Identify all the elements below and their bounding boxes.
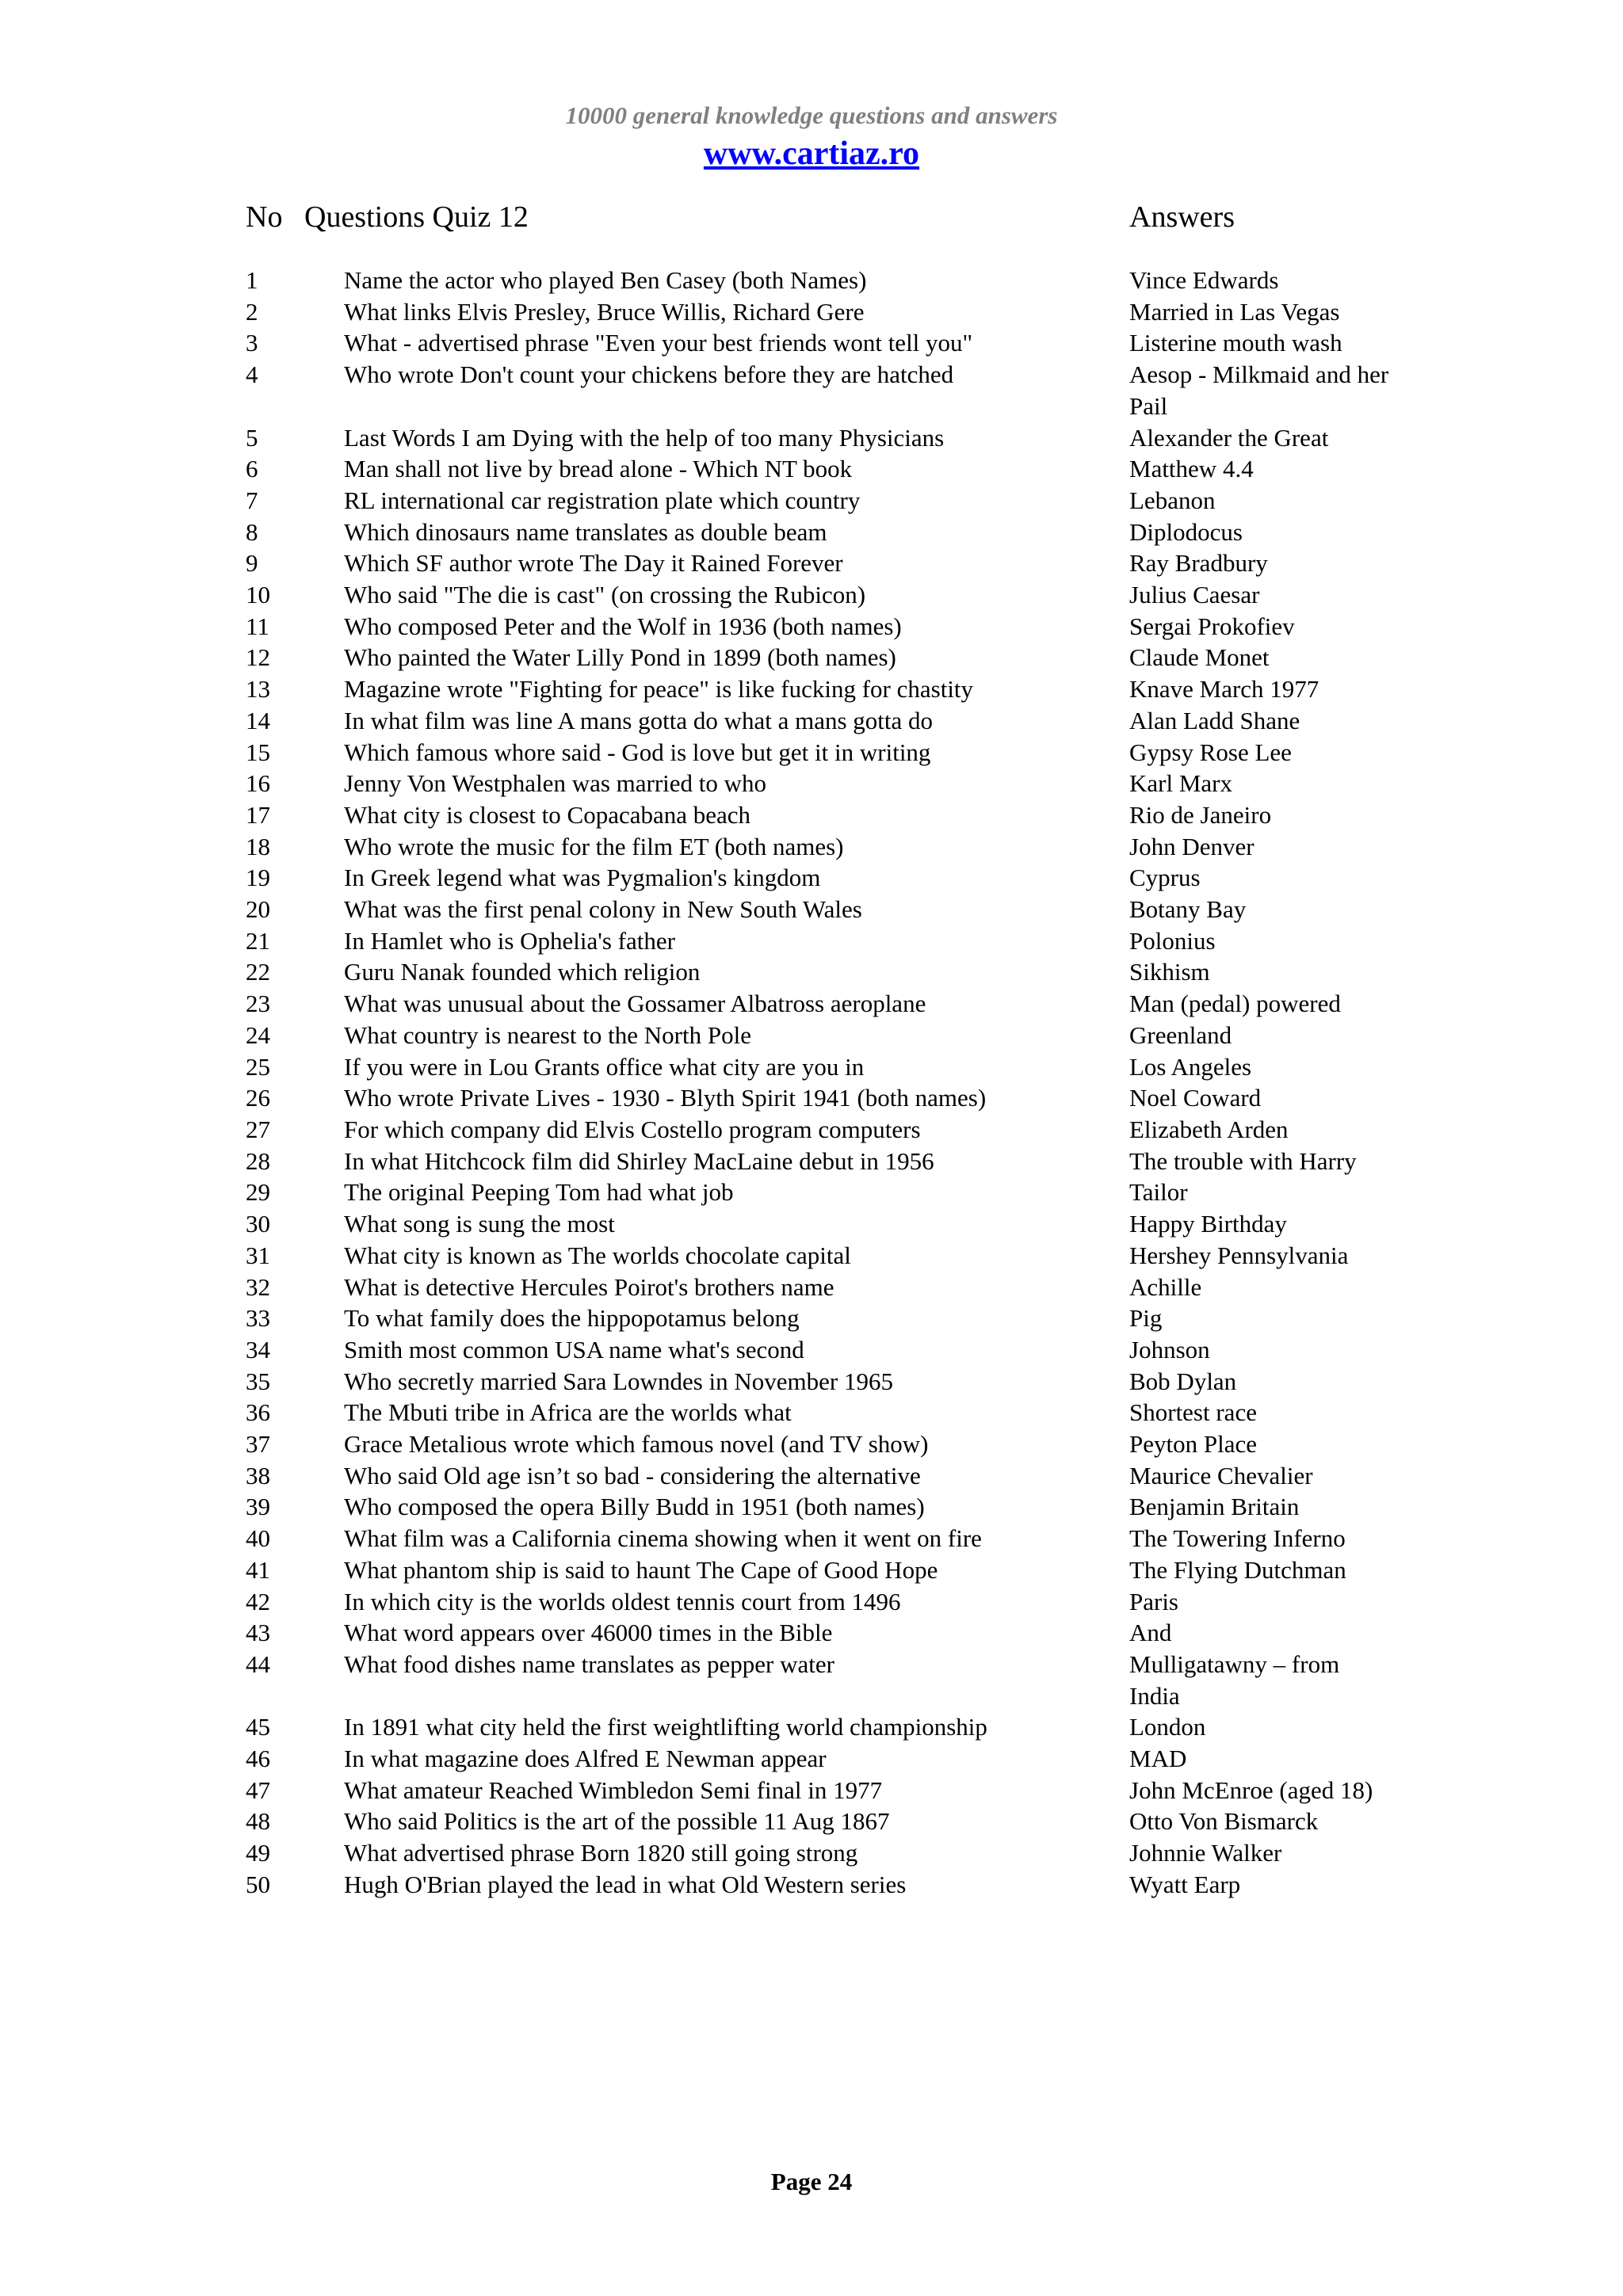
question-number: 2: [246, 297, 258, 326]
answer-text: Bob Dylan: [1129, 1367, 1237, 1395]
question-text: Last Words I am Dying with the help of too many Physicians: [344, 423, 945, 452]
quiz-row: [0, 1177, 1623, 1208]
quiz-row: [0, 1586, 1623, 1618]
question-text: Which famous whore said - God is love but get it in writing: [344, 738, 931, 766]
question-text: Name the actor who played Ben Casey (both Names): [344, 266, 867, 294]
question-number: 37: [246, 1430, 270, 1459]
quiz-row: [0, 925, 1623, 957]
quiz-row: [0, 1114, 1623, 1146]
question-text: Who said Politics is the art of the possible 11 Aug 1867: [344, 1807, 890, 1836]
question-number: 16: [246, 769, 270, 798]
quiz-row: [0, 768, 1623, 799]
answer-text: Mulligatawny – from India: [1129, 1650, 1340, 1710]
quiz-row: [0, 1554, 1623, 1586]
quiz-row: [0, 1617, 1623, 1649]
question-text: What is detective Hercules Poirot's brothers name: [344, 1272, 834, 1301]
question-number: 42: [246, 1587, 270, 1615]
quiz-row: [0, 988, 1623, 1020]
quiz-row: [0, 1711, 1623, 1743]
question-text: RL international car registration plate which country: [344, 486, 861, 514]
question-text: In which city is the worlds oldest tennis court from 1496: [344, 1587, 901, 1615]
quiz-row: [0, 1302, 1623, 1334]
answer-text: Diplodocus: [1129, 517, 1243, 546]
question-text: Magazine wrote "Fighting for peace" is like fucking for chastity: [344, 675, 974, 704]
answer-text: And: [1129, 1619, 1172, 1647]
question-number: 19: [246, 864, 270, 892]
question-text: Man shall not live by bread alone - Which NT book: [344, 455, 853, 483]
question-number: 21: [246, 926, 270, 955]
answer-text: Sikhism: [1129, 958, 1210, 986]
answer-text: The trouble with Harry: [1129, 1146, 1357, 1175]
question-text: What song is sung the most: [344, 1210, 615, 1238]
answer-text: Gypsy Rose Lee: [1129, 738, 1292, 766]
question-number: 44: [246, 1650, 270, 1678]
question-text: The original Peeping Tom had what job: [344, 1178, 734, 1207]
website-link[interactable]: www.cartiaz.ro: [703, 135, 920, 172]
question-number: 35: [246, 1367, 270, 1395]
quiz-row: [0, 1334, 1623, 1366]
question-number: 50: [246, 1870, 270, 1898]
quiz-row: [0, 642, 1623, 673]
question-number: 17: [246, 800, 270, 829]
answer-text: Noel Coward: [1129, 1084, 1262, 1112]
answer-text: The Flying Dutchman: [1129, 1555, 1346, 1584]
quiz-row: [0, 737, 1623, 769]
quiz-row: [0, 296, 1623, 328]
answer-text: Wyatt Earp: [1129, 1870, 1241, 1898]
question-number: 49: [246, 1839, 270, 1867]
quiz-row: [0, 1649, 1623, 1711]
quiz-row: [0, 579, 1623, 611]
quiz-row: [0, 265, 1623, 296]
question-text: What links Elvis Presley, Bruce Willis, Richard Gere: [344, 297, 865, 326]
question-number: 6: [246, 455, 258, 483]
question-number: 23: [246, 990, 270, 1018]
question-text: Who wrote Private Lives - 1930 - Blyth Spirit 1941 (both names): [344, 1084, 987, 1112]
question-text: In Hamlet who is Ophelia's father: [344, 926, 675, 955]
answer-text: Tailor: [1129, 1178, 1188, 1207]
quiz-row: [0, 359, 1623, 421]
question-text: What city is known as The worlds chocolate capital: [344, 1241, 851, 1269]
question-text: To what family does the hippopotamus belong: [344, 1304, 800, 1333]
quiz-row: [0, 1523, 1623, 1554]
question-text: What city is closest to Copacabana beach: [344, 800, 751, 829]
answer-text: Johnnie Walker: [1129, 1839, 1282, 1867]
answer-text: Claude Monet: [1129, 643, 1270, 672]
question-text: What was the first penal colony in New South Wales: [344, 895, 862, 924]
answer-text: Karl Marx: [1129, 769, 1232, 798]
quiz-row: [0, 1869, 1623, 1901]
question-number: 12: [246, 643, 270, 672]
question-number: 33: [246, 1304, 270, 1333]
answer-text: London: [1129, 1713, 1206, 1741]
column-headers: [0, 193, 1623, 241]
quiz-row: [0, 956, 1623, 988]
question-number: 31: [246, 1241, 270, 1269]
question-number: 32: [246, 1272, 270, 1301]
column-header-no: No: [246, 200, 283, 234]
question-number: 29: [246, 1178, 270, 1207]
question-number: 1: [246, 266, 258, 294]
answer-text: Los Angeles: [1129, 1052, 1252, 1081]
answer-text: Shortest race: [1129, 1398, 1257, 1427]
quiz-row: [0, 453, 1623, 485]
question-number: 11: [246, 612, 269, 640]
question-number: 30: [246, 1210, 270, 1238]
quiz-row: [0, 1082, 1623, 1114]
question-text: What amateur Reached Wimbledon Semi final in 1977: [344, 1775, 883, 1804]
question-text: The Mbuti tribe in Africa are the worlds what: [344, 1398, 792, 1427]
question-text: For which company did Elvis Costello program computers: [344, 1115, 921, 1143]
quiz-row: [0, 611, 1623, 643]
question-text: In what Hitchcock film did Shirley MacLaine debut in 1956: [344, 1146, 934, 1175]
question-text: What - advertised phrase "Even your best friends wont tell you": [344, 329, 973, 357]
question-text: Who composed Peter and the Wolf in 1936 (both names): [344, 612, 902, 640]
quiz-row: [0, 1428, 1623, 1460]
question-number: 5: [246, 423, 258, 452]
answer-text: Peyton Place: [1129, 1430, 1257, 1459]
answer-text: Julius Caesar: [1129, 581, 1260, 609]
answer-text: Botany Bay: [1129, 895, 1247, 924]
answer-text: Ray Bradbury: [1129, 549, 1268, 578]
question-number: 34: [246, 1335, 270, 1363]
question-text: Who said Old age isn’t so bad - considering the alternative: [344, 1461, 921, 1489]
answer-text: Listerine mouth wash: [1129, 329, 1342, 357]
page-number: Page 24: [770, 2168, 853, 2195]
question-text: Hugh O'Brian played the lead in what Old Western series: [344, 1870, 907, 1898]
quiz-row: [0, 1491, 1623, 1523]
answer-text: Cyprus: [1129, 864, 1201, 892]
answer-text: The Towering Inferno: [1129, 1524, 1346, 1553]
answer-text: John Denver: [1129, 832, 1254, 860]
question-number: 25: [246, 1052, 270, 1081]
answer-text: Benjamin Britain: [1129, 1493, 1300, 1521]
quiz-row: [0, 1272, 1623, 1303]
answer-text: Greenland: [1129, 1020, 1232, 1049]
answer-text: Alexander the Great: [1129, 423, 1329, 452]
question-number: 41: [246, 1555, 270, 1584]
quiz-row: [0, 422, 1623, 454]
question-number: 27: [246, 1115, 270, 1143]
question-number: 24: [246, 1020, 270, 1049]
quiz-row: [0, 673, 1623, 705]
question-number: 47: [246, 1775, 270, 1804]
question-number: 45: [246, 1713, 270, 1741]
question-number: 43: [246, 1619, 270, 1647]
question-number: 22: [246, 958, 270, 986]
column-header-questions: Questions Quiz 12: [304, 200, 529, 234]
quiz-row: [0, 1806, 1623, 1837]
question-text: What was unusual about the Gossamer Albatross aeroplane: [344, 990, 926, 1018]
answer-text: Achille: [1129, 1272, 1202, 1301]
question-text: Who composed the opera Billy Budd in 1951 (both names): [344, 1493, 925, 1521]
question-number: 4: [246, 360, 258, 389]
answer-text: Happy Birthday: [1129, 1210, 1287, 1238]
question-text: Guru Nanak founded which religion: [344, 958, 701, 986]
quiz-row: [0, 1051, 1623, 1083]
quiz-row: [0, 1775, 1623, 1806]
quiz-row: [0, 1837, 1623, 1869]
quiz-row: [0, 1208, 1623, 1240]
question-text: Who wrote Don't count your chickens before they are hatched: [344, 360, 954, 389]
answer-text: Maurice Chevalier: [1129, 1461, 1313, 1489]
question-text: Who said "The die is cast" (on crossing the Rubicon): [344, 581, 866, 609]
answer-text: Vince Edwards: [1129, 266, 1279, 294]
question-number: 7: [246, 486, 258, 514]
website-link-container: [0, 130, 1623, 177]
quiz-row: [0, 1240, 1623, 1272]
answer-text: Married in Las Vegas: [1129, 297, 1340, 326]
question-number: 18: [246, 832, 270, 860]
question-number: 40: [246, 1524, 270, 1553]
answer-text: John McEnroe (aged 18): [1129, 1775, 1373, 1804]
answer-text: Elizabeth Arden: [1129, 1115, 1289, 1143]
question-text: Grace Metalious wrote which famous novel (and TV show): [344, 1430, 929, 1459]
question-number: 15: [246, 738, 270, 766]
document-subtitle: 10000 general knowledge questions and answers: [565, 101, 1058, 129]
question-text: Who wrote the music for the film ET (both names): [344, 832, 844, 860]
question-text: In what film was line A mans gotta do what a mans gotta do: [344, 706, 934, 734]
question-text: If you were in Lou Grants office what city are you in: [344, 1052, 865, 1081]
question-text: Who painted the Water Lilly Pond in 1899 (both names): [344, 643, 896, 672]
question-number: 3: [246, 329, 258, 357]
question-number: 28: [246, 1146, 270, 1175]
answer-text: Matthew 4.4: [1129, 455, 1254, 483]
question-number: 8: [246, 517, 258, 546]
question-text: Who secretly married Sara Lowndes in November 1965: [344, 1367, 893, 1395]
question-text: What country is nearest to the North Pole: [344, 1020, 751, 1049]
quiz-row: [0, 894, 1623, 925]
quiz-row: [0, 799, 1623, 831]
answer-text: Man (pedal) powered: [1129, 990, 1341, 1018]
answer-text: Hershey Pennsylvania: [1129, 1241, 1349, 1269]
quiz-row: [0, 1366, 1623, 1398]
question-number: 9: [246, 549, 258, 578]
quiz-row: [0, 862, 1623, 894]
answer-text: Rio de Janeiro: [1129, 800, 1272, 829]
question-text: What food dishes name translates as pepper water: [344, 1650, 834, 1678]
question-text: What word appears over 46000 times in the Bible: [344, 1619, 833, 1647]
question-number: 20: [246, 895, 270, 924]
question-number: 14: [246, 706, 270, 734]
quiz-row: [0, 1743, 1623, 1775]
answer-text: Johnson: [1129, 1335, 1210, 1363]
answer-text: Sergai Prokofiev: [1129, 612, 1295, 640]
quiz-table: [0, 265, 1623, 1901]
question-text: Which SF author wrote The Day it Rained Forever: [344, 549, 843, 578]
quiz-row: [0, 1146, 1623, 1177]
question-number: 10: [246, 581, 270, 609]
answer-text: Pig: [1129, 1304, 1163, 1333]
answer-text: Alan Ladd Shane: [1129, 706, 1300, 734]
quiz-row: [0, 1397, 1623, 1428]
question-text: Smith most common USA name what's second: [344, 1335, 804, 1363]
question-number: 26: [246, 1084, 270, 1112]
question-text: What phantom ship is said to haunt The Cape of Good Hope: [344, 1555, 938, 1584]
quiz-row: [0, 1020, 1623, 1051]
question-number: 46: [246, 1745, 270, 1773]
answer-text: Aesop - Milkmaid and her Pail: [1129, 360, 1389, 420]
question-text: In 1891 what city held the first weightlifting world championship: [344, 1713, 987, 1741]
question-text: In what magazine does Alfred E Newman appear: [344, 1745, 827, 1773]
question-text: What advertised phrase Born 1820 still going strong: [344, 1839, 858, 1867]
question-text: Which dinosaurs name translates as double beam: [344, 517, 827, 546]
answer-text: MAD: [1129, 1745, 1187, 1773]
quiz-row: [0, 1460, 1623, 1492]
answer-text: Paris: [1129, 1587, 1178, 1615]
quiz-row: [0, 705, 1623, 737]
answer-text: Polonius: [1129, 926, 1216, 955]
quiz-row: [0, 831, 1623, 863]
question-number: 39: [246, 1493, 270, 1521]
quiz-row: [0, 547, 1623, 579]
column-header-answers: Answers: [1129, 200, 1235, 234]
quiz-row: [0, 327, 1623, 359]
quiz-row: [0, 517, 1623, 548]
answer-text: Lebanon: [1129, 486, 1216, 514]
question-text: Jenny Von Westphalen was married to who: [344, 769, 767, 798]
question-number: 38: [246, 1461, 270, 1489]
question-number: 48: [246, 1807, 270, 1836]
question-number: 36: [246, 1398, 270, 1427]
question-text: In Greek legend what was Pygmalion's kingdom: [344, 864, 821, 892]
question-number: 13: [246, 675, 270, 704]
quiz-row: [0, 485, 1623, 517]
question-text: What film was a California cinema showing when it went on fire: [344, 1524, 982, 1553]
answer-text: Knave March 1977: [1129, 675, 1319, 704]
answer-text: Otto Von Bismarck: [1129, 1807, 1319, 1836]
